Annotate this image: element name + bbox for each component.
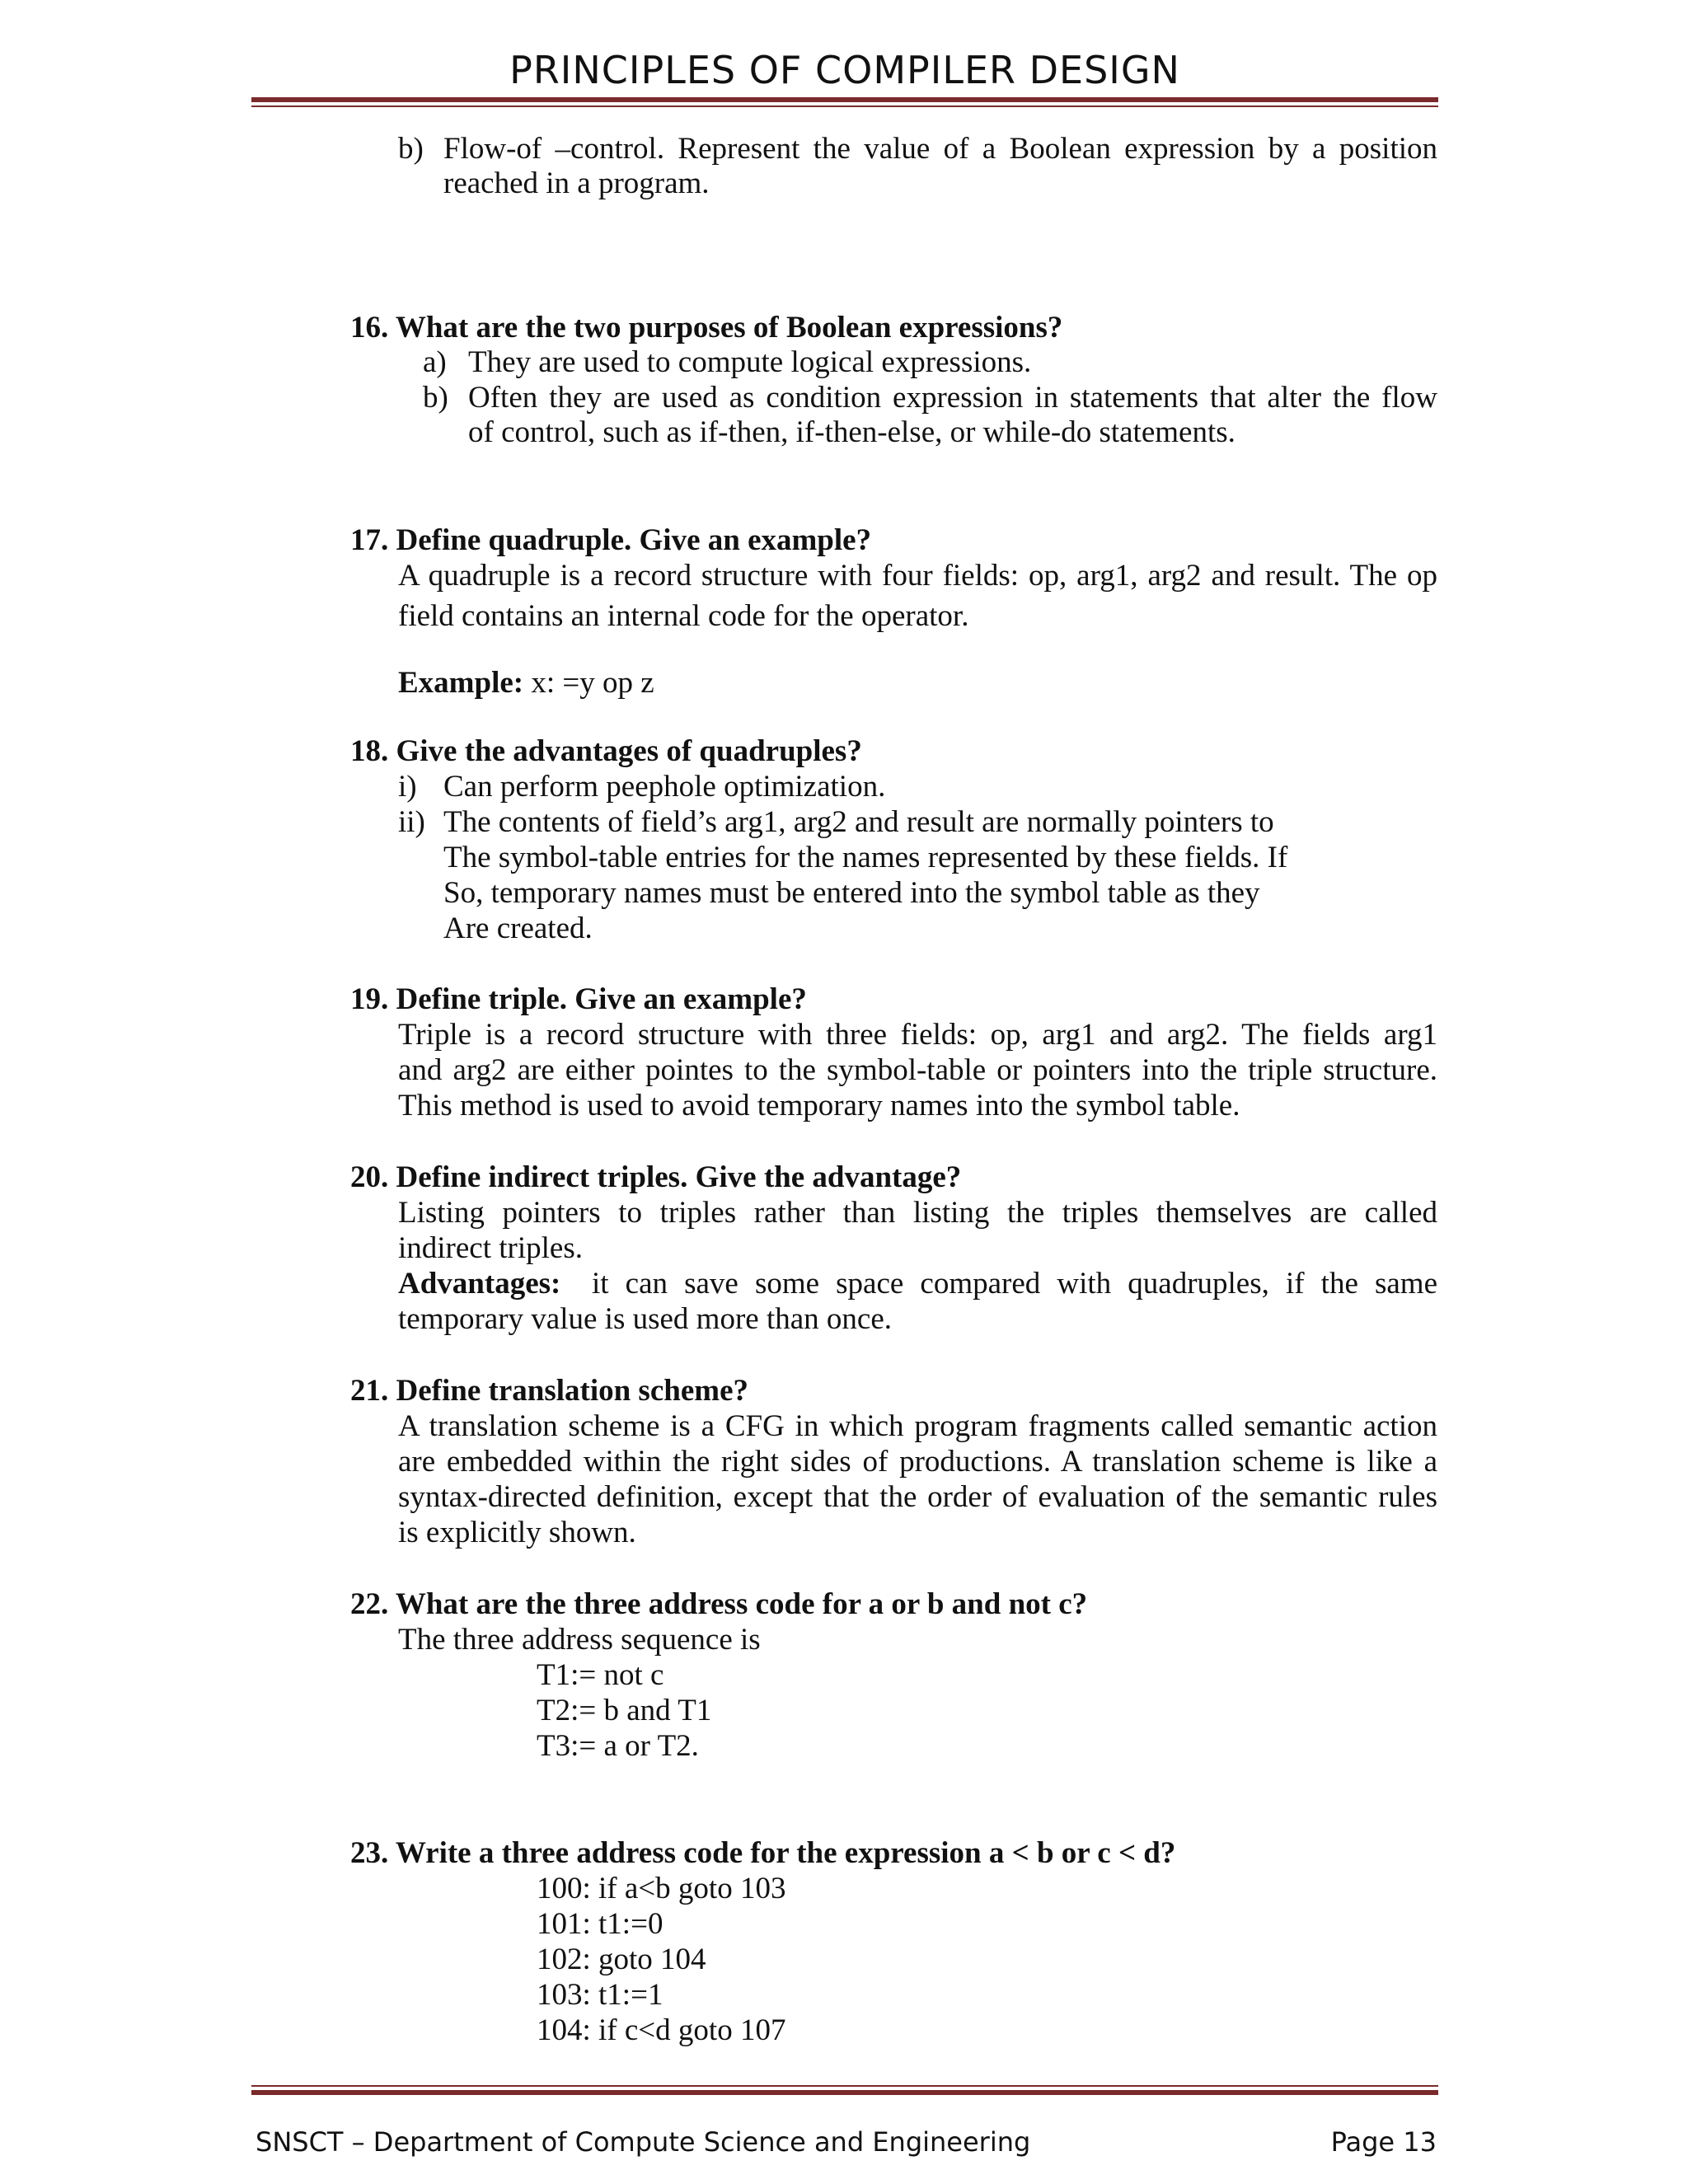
footer-rule-thick — [251, 2090, 1438, 2095]
body-line: temporary value is used more than once. — [398, 1302, 892, 1336]
body-line: So, temporary names must be entered into the symbol table as they — [443, 876, 1260, 910]
body-line: field contains an internal code for the operator. — [398, 599, 969, 633]
code-line: 100: if a<b goto 103 — [537, 1872, 786, 1905]
body-line: A translation scheme is a CFG in which program fragments called semantic action — [398, 1409, 1437, 1443]
code-line: 101: t1:=0 — [537, 1907, 663, 1941]
footer-department: SNSCT – Department of Compute Science and Engineering — [256, 2126, 1031, 2158]
advantages-label: Advantages: — [398, 1267, 561, 1301]
code-line: 103: t1:=1 — [537, 1978, 663, 2012]
code-line: 104: if c<d goto 107 — [537, 2013, 786, 2047]
question-heading: 21. Define translation scheme? — [350, 1374, 748, 1408]
question-heading: 18. Give the advantages of quadruples? — [350, 734, 862, 768]
body-line: Triple is a record structure with three fields: op, arg1 and arg2. The fields arg1 — [398, 1018, 1437, 1052]
list-marker: i) — [398, 770, 417, 804]
example-line — [398, 668, 654, 698]
body-line: indirect triples. — [398, 1231, 583, 1265]
body-line: reached in a program. — [443, 166, 710, 200]
page-header-title: PRINCIPLES OF COMPILER DESIGN — [509, 48, 1180, 92]
body-line: A quadruple is a record structure with four fields: op, arg1, arg2 and result. The op — [398, 559, 1437, 593]
body-line: and arg2 are either pointes to the symbol-table or pointers into the triple structure. — [398, 1053, 1437, 1087]
body-line: are embedded within the right sides of productions. A translation scheme is like a — [398, 1445, 1437, 1479]
header-rule-thick — [251, 97, 1438, 102]
example-text: x: =y op z — [523, 666, 654, 700]
question-heading: 19. Define triple. Give an example? — [350, 982, 807, 1016]
body-line: it can save some space compared with quadruples, if the same — [592, 1267, 1437, 1301]
body-line: They are used to compute logical expressions. — [468, 345, 1032, 379]
body-line: of control, such as if-then, if-then-else, or while-do statements. — [468, 415, 1236, 449]
body-line: This method is used to avoid temporary names into the symbol table. — [398, 1089, 1240, 1122]
body-line: is explicitly shown. — [398, 1516, 636, 1549]
body-line: syntax-directed definition, except that the order of evaluation of the semantic rules — [398, 1480, 1437, 1514]
question-heading: 22. What are the three address code for a or b and not c? — [350, 1587, 1088, 1621]
body-line: Can perform peephole optimization. — [443, 770, 886, 804]
list-marker: a) — [423, 345, 447, 379]
question-heading: 20. Define indirect triples. Give the advantage? — [350, 1160, 962, 1194]
code-line: 102: goto 104 — [537, 1943, 706, 1976]
footer-page-number: Page 13 — [1330, 2126, 1437, 2158]
body-line: Listing pointers to triples rather than listing the triples themselves are called — [398, 1196, 1437, 1230]
example-label: Example: — [398, 666, 524, 700]
code-line: T2:= b and T1 — [537, 1694, 712, 1727]
body-line: The three address sequence is — [398, 1623, 761, 1657]
code-line: T3:= a or T2. — [537, 1729, 699, 1763]
header-rule-thin — [251, 105, 1438, 107]
body-line: The contents of field’s arg1, arg2 and result are normally pointers to — [443, 805, 1274, 839]
body-line: Are created. — [443, 912, 593, 945]
question-heading: 17. Define quadruple. Give an example? — [350, 523, 872, 557]
body-line: The symbol-table entries for the names represented by these fields. If — [443, 841, 1288, 874]
body-line: Flow-of –control. Represent the value of a Boolean expression by a position — [443, 132, 1437, 166]
list-marker: ii) — [398, 805, 425, 839]
question-heading: 23. Write a three address code for the expression a < b or c < d? — [350, 1836, 1176, 1870]
list-marker: b) — [423, 381, 448, 415]
question-heading: 16. What are the two purposes of Boolean expressions? — [350, 311, 1063, 344]
footer-rule-thin — [251, 2085, 1438, 2087]
list-marker: b) — [398, 132, 424, 166]
body-line: Often they are used as condition expression in statements that alter the flow — [468, 381, 1437, 415]
code-line: T1:= not c — [537, 1658, 664, 1692]
